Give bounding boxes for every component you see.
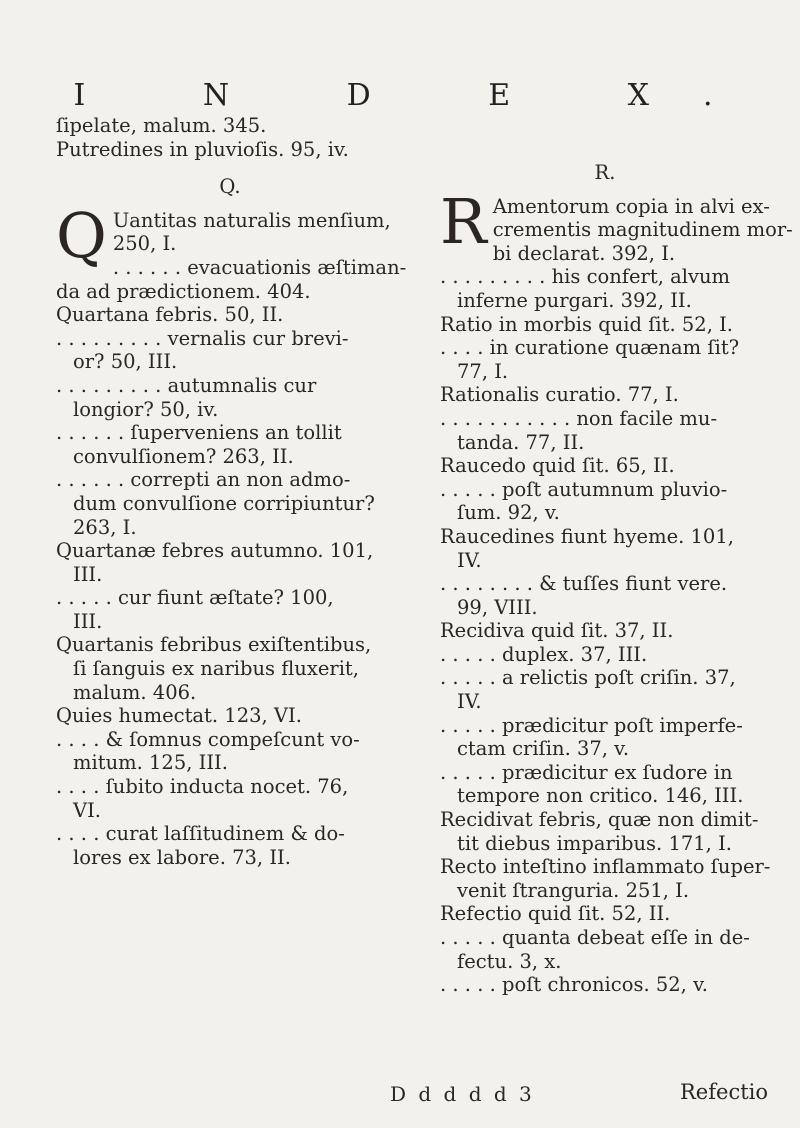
left-entry-line: lores ex labore. 73, II.	[73, 845, 291, 869]
left-entry-line: . . . . . . . . . autumnalis cur	[56, 373, 317, 397]
left-line-1: Putredines in pluvioſis. 95, iv.	[56, 137, 349, 161]
left-entries	[56, 255, 407, 869]
right-entry-line: . . . . . poſt autumnum pluvio-	[440, 477, 728, 501]
right-entry-line: . . . . . a relictis poſt criſin. 37,	[440, 666, 736, 690]
left-entry-line: 263, I.	[73, 515, 137, 539]
left-entry-line: . . . . curat laſſitudinem & do-	[56, 822, 345, 846]
right-entry-line: bi declarat. 392, I.	[492, 241, 676, 265]
right-entry-line: . . . . . poſt chronicos. 52, v.	[440, 973, 708, 997]
left-entry-line: mitum. 125, III.	[73, 751, 228, 775]
left-entry-line: VI.	[73, 798, 101, 822]
left-entry-line: Quartana febris. 50, II.	[56, 303, 284, 327]
section-letter-q: Q.	[219, 175, 241, 199]
left-entry-line: longior? 50, iv.	[73, 397, 219, 421]
right-entry-line: Recto inteſtino inflammato ſuper-	[440, 855, 771, 879]
right-entry-line: . . . . . quanta debeat eſſe in de-	[440, 926, 750, 949]
left-entry-line: dum convulſione corripiuntur?	[73, 491, 375, 515]
left-entry-line: or? 50, III.	[73, 350, 178, 374]
left-entry-line: III.	[73, 609, 103, 633]
dropcap-line: Uantitas naturalis menſium,	[112, 208, 391, 232]
page-header: I N D E X.	[73, 78, 767, 113]
right-entry-line: Recidivat febris, quæ non dimit-	[440, 808, 759, 832]
dropcap-r: R	[440, 184, 487, 258]
left-entry-line: . . . . . . correpti an non admo-	[56, 468, 351, 492]
dropcap-line: 250, I.	[112, 232, 177, 256]
left-entry-line: malum. 406.	[73, 680, 197, 704]
right-entry-line: . . . . . prædicitur ex ſudore in	[440, 760, 733, 784]
catchword: Refectio	[680, 1080, 768, 1104]
right-entry-line: Raucedines fiunt hyeme. 101,	[440, 524, 734, 548]
left-entry-line: III.	[73, 562, 103, 586]
dropcap-line: crementis magnitudinem mor-	[492, 218, 793, 242]
right-entry-line: . . . . . . . . . . . non facile mu-	[440, 406, 718, 430]
right-entry-line: Ratio in morbis quid ſit. 52, I.	[440, 312, 733, 336]
signature-mark: D d d d d 3	[390, 1082, 535, 1106]
right-entry-line: 99, VIII.	[457, 595, 538, 619]
dropcap-line: Amentorum copia in alvi ex-	[492, 194, 770, 218]
left-entry-line: Quies humectat. 123, VI.	[56, 704, 302, 728]
right-entry-line: tit diebus imparibus. 171, I.	[457, 831, 732, 855]
right-entry-line: tanda. 77, II.	[457, 430, 585, 454]
right-entry-line: Refectio quid ſit. 52, II.	[440, 902, 671, 926]
right-entry-line: . . . . . . . . . his confert, alvum	[440, 265, 731, 289]
right-entry-line: 77, I.	[457, 359, 509, 383]
right-entry-line: fectu. 3, x.	[457, 949, 562, 973]
left-entry-line: . . . . & ſomnus compeſcunt vo-	[56, 727, 360, 751]
left-entry-line: . . . . . . ſuperveniens an tollit	[56, 421, 342, 445]
right-column	[440, 114, 793, 997]
left-entry-line: . . . . ſubito inducta nocet. 76,	[56, 775, 349, 799]
right-entry-line: Rationalis curatio. 77, I.	[440, 383, 679, 407]
left-entry-line: . . . . . . . . . vernalis cur brevi-	[56, 326, 349, 350]
section-letter-r: R.	[594, 161, 616, 184]
right-entry-line: tempore non critico. 146, III.	[457, 784, 744, 808]
right-entry-line: Raucedo quid ſit. 65, II.	[440, 454, 675, 478]
left-entry-line: Quartanis febribus exiſtentibus,	[56, 633, 372, 657]
dropcap-q: Q	[56, 198, 107, 272]
right-entry-line: . . . . . . . . & tuſſes fiunt vere.	[440, 572, 728, 596]
right-entry-line: Recidiva quid ſit. 37, II.	[440, 619, 674, 643]
left-entry-line: . . . . . cur fiunt æſtate? 100,	[56, 586, 334, 610]
right-entry-line: . . . . in curatione quænam ſit?	[440, 336, 740, 360]
left-entry-line: convulſionem? 263, II.	[73, 444, 294, 468]
right-entry-line: . . . . . prædicitur poſt imperfe-	[440, 713, 743, 737]
left-entry-line: da ad prædictionem. 404.	[56, 279, 311, 303]
right-entry-line: IV.	[457, 548, 482, 572]
right-entry-line: . . . . . duplex. 37, III.	[440, 642, 648, 666]
right-entry-line: ſum. 92, v.	[457, 501, 560, 525]
right-entry-line: venit ſtranguria. 251, I.	[457, 878, 690, 902]
left-entry-line: Quartanæ febres autumno. 101,	[56, 539, 374, 563]
left-entry-line: . . . . . . evacuationis æſtiman-	[112, 255, 407, 279]
left-column	[56, 114, 407, 869]
right-entries	[440, 242, 770, 997]
right-entry-line: ctam criſin. 37, v.	[457, 737, 630, 761]
left-entry-line: ſi ſanguis ex naribus fluxerit,	[73, 657, 359, 681]
right-entry-line: IV.	[457, 690, 482, 714]
left-line-0: ſipelate, malum. 345.	[56, 114, 267, 137]
right-entry-line: inferne purgari. 392, II.	[457, 288, 692, 312]
